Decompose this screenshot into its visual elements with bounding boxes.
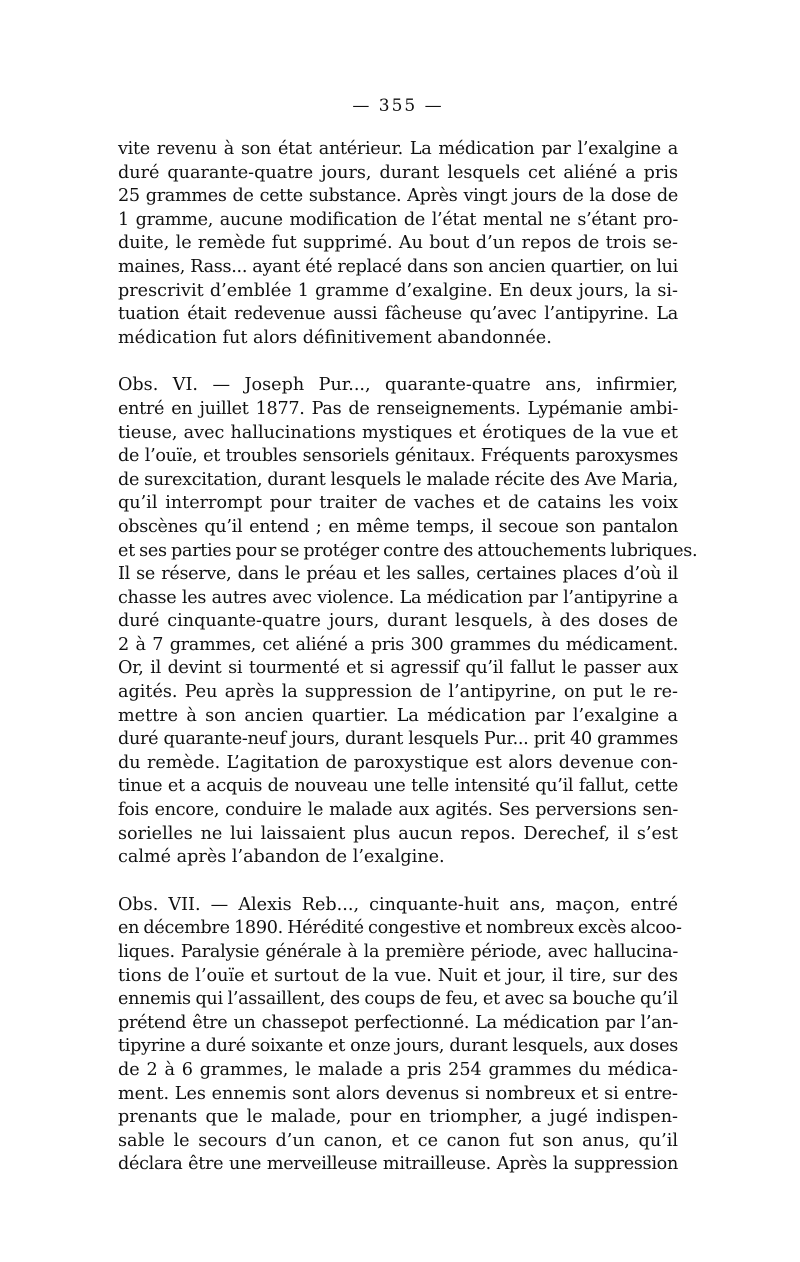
- text-line: prenants que le malade, pour en triompher, a jugé indispen-: [118, 1107, 678, 1128]
- paragraph-spacer: [118, 870, 678, 894]
- text-line: médication fut alors définitivement abandonnée.: [118, 327, 552, 348]
- text-line: fois encore, conduire le malade aux agités. Ses perversions sen-: [118, 800, 678, 821]
- paragraph-obs-vi: [118, 374, 698, 869]
- text-line: tipyrine a duré soixante et onze jours, durant lesquels, aux doses: [118, 1036, 678, 1057]
- text-line: duré cinquante-quatre jours, durant lesquels, à des doses de: [118, 611, 678, 632]
- text-line: en décembre 1890. Hérédité congestive et nombreux excès alcoo-: [118, 918, 682, 939]
- text-line: calmé après l’abandon de l’exalgine.: [118, 847, 445, 868]
- text-line: de 2 à 6 grammes, le malade a pris 254 grammes du médica-: [118, 1059, 678, 1080]
- text-line: tinue et a acquis de nouveau une telle intensité qu’il fallut, cette: [118, 776, 678, 797]
- text-line: tuation était redevenue aussi fâcheuse qu’avec l’antipyrine. La: [118, 304, 678, 325]
- text-line: du remède. L’agitation de paroxystique est alors devenue con-: [118, 752, 678, 773]
- book-page: [118, 96, 698, 1177]
- text-line: maines, Rass... ayant été replacé dans son ancien quartier, on lui: [118, 256, 678, 277]
- text-line: entré en juillet 1877. Pas de renseignements. Lypémanie ambi-: [118, 398, 678, 419]
- text-line: 25 grammes de cette substance. Après vingt jours de la dose de: [118, 186, 678, 207]
- text-line: duré quarante-neuf jours, durant lesquels Pur... prit 40 grammes: [118, 729, 678, 750]
- text-line: ennemis qui l’assaillent, des coups de feu, et avec sa bouche qu’il: [118, 989, 678, 1010]
- text-line: de l’ouïe, et troubles sensoriels génitaux. Fréquents paroxysmes: [118, 446, 678, 467]
- text-line: déclara être une merveilleuse mitrailleuse. Après la suppression: [118, 1154, 678, 1175]
- text-line: de surexcitation, durant lesquels le malade récite des Ave Maria,: [118, 469, 678, 490]
- text-line: sorielles ne lui laissaient plus aucun repos. Derechef, il s’est: [118, 823, 678, 844]
- text-line: duré quarante-quatre jours, durant lesquels cet aliéné a pris: [118, 162, 678, 183]
- text-line: sable le secours d’un canon, et ce canon fut son anus, qu’il: [118, 1130, 678, 1151]
- text-line: Il se réserve, dans le préau et les salles, certaines places d’où il: [118, 564, 678, 585]
- text-line: Obs. VII. — Alexis Reb..., cinquante-huit ans, maçon, entré: [118, 894, 678, 915]
- text-line: obscènes qu’il entend ; en même temps, il secoue son pantalon: [118, 516, 678, 537]
- text-line: qu’il interrompt pour traiter de vaches et de catains les voix: [118, 493, 678, 514]
- text-line: liques. Paralysie générale à la première période, avec hallucina-: [118, 942, 678, 962]
- text-line: 2 à 7 grammes, cet aliéné a pris 300 grammes du médicament.: [118, 634, 678, 655]
- text-line: 1 gramme, aucune modification de l’état mental ne s’étant pro-: [118, 209, 678, 230]
- text-line: tions de l’ouïe et surtout de la vue. Nuit et jour, il tire, sur des: [118, 965, 678, 986]
- text-line: et ses parties pour se protéger contre des attouchements lubriques.: [118, 540, 698, 561]
- text-line: Or, il devint si tourmenté et si agressif qu’il fallut le passer aux: [118, 658, 678, 679]
- text-line: ment. Les ennemis sont alors devenus si nombreux et si entre-: [118, 1083, 678, 1104]
- text-line: chasse les autres avec violence. La médication par l’antipyrine a: [118, 587, 678, 608]
- text-line: agités. Peu après la suppression de l’antipyrine, on put le re-: [118, 682, 678, 703]
- paragraph-obs-vii: [118, 894, 682, 1177]
- page-number: — 355 —: [352, 96, 444, 116]
- text-line: prescrivit d’emblée 1 gramme d’exalgine. En deux jours, la si-: [118, 280, 678, 301]
- text-line: mettre à son ancien quartier. La médication par l’exalgine a: [118, 705, 678, 726]
- text-line: Obs. VI. — Joseph Pur..., quarante-quatre ans, infirmier,: [118, 375, 678, 396]
- text-line: prétend être un chassepot perfectionné. La médication par l’an-: [118, 1012, 678, 1033]
- paragraph-spacer: [118, 350, 678, 374]
- text-line: vite revenu à son état antérieur. La médication par l’exalgine a: [118, 139, 678, 159]
- text-line: duite, le remède fut supprimé. Au bout d’un repos de trois se-: [118, 233, 678, 254]
- paragraph-continuation: [118, 138, 678, 350]
- text-line: tieuse, avec hallucinations mystiques et érotiques de la vue et: [118, 422, 678, 443]
